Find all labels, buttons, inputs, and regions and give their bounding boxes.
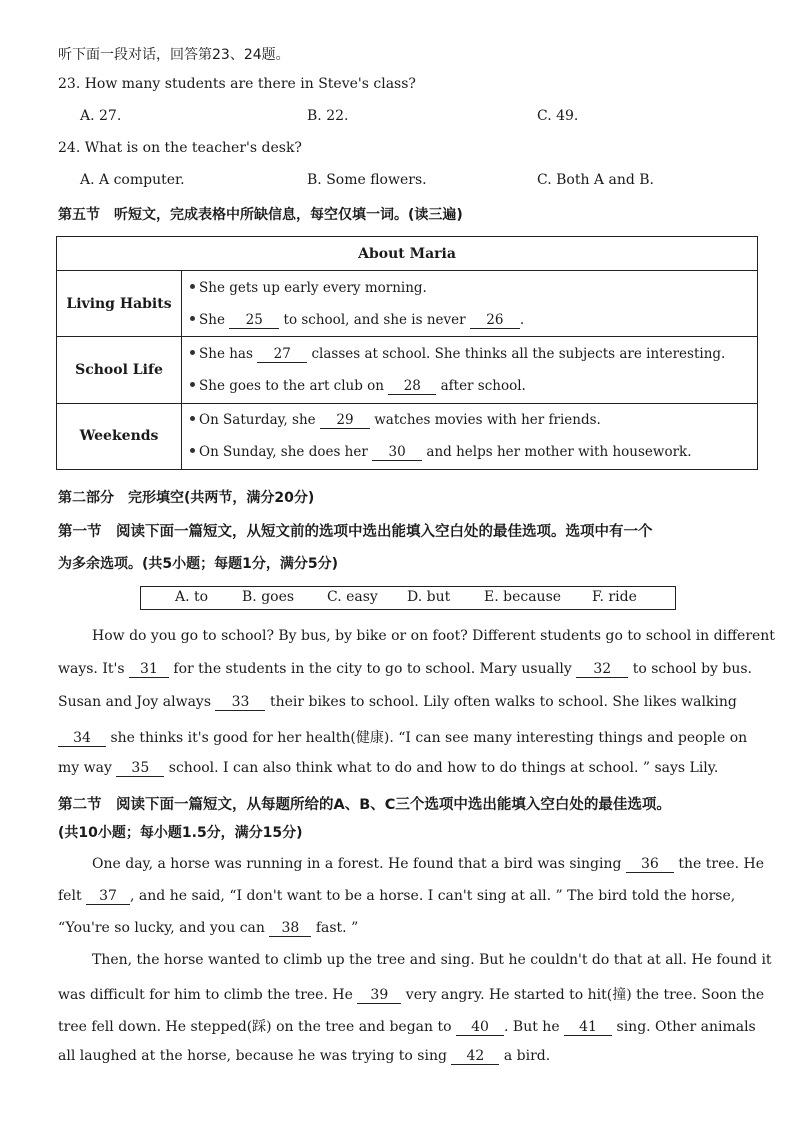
part2-title: 第二部分 完形填空(共两节，满分20分) <box>58 490 315 506</box>
passage2-line2: felt 37 , and he said, “I don't want to be a horse. I can't sing at all. ” The bird told the horse, <box>58 888 736 904</box>
bullet-icon <box>190 350 195 355</box>
intro-line: 听下面一段对话，回答第23、24题。 <box>58 47 290 63</box>
bullet-icon <box>190 284 195 289</box>
question-24: 24. What is on the teacher's desk? <box>58 140 302 156</box>
q23-option-a: A. 27. <box>80 108 122 124</box>
word-option-d: D. but <box>407 589 451 605</box>
blank-35[interactable]: 35 <box>116 761 164 777</box>
row-content-school-life: She has 27 classes at school. She thinks all the subjects are interesting. She goes to the art club on 28 after school. <box>182 337 758 403</box>
blank-31[interactable]: 31 <box>129 662 169 678</box>
word-option-a: A. to <box>175 589 209 605</box>
section2-title-line1: 第二节 阅读下面一篇短文，从每题所给的A、B、C三个选项中选出能填入空白处的最佳选项。 <box>58 797 671 813</box>
passage2-line1: One day, a horse was running in a forest. He found that a bird was singing 36 the tree. He <box>92 856 765 872</box>
word-option-f: F. ride <box>592 589 637 605</box>
row-content-weekends: On Saturday, she 29 watches movies with her friends. On Sunday, she does her 30 and helps her mother with housework. <box>182 403 758 469</box>
blank-38[interactable]: 38 <box>269 921 311 937</box>
row-label-weekends: Weekends <box>57 403 182 469</box>
blank-37[interactable]: 37 <box>86 889 130 905</box>
passage1-line3: Susan and Joy always 33 their bikes to school. Lily often walks to school. She likes walking <box>58 694 737 710</box>
q24-option-a: A. A computer. <box>80 172 185 188</box>
passage2-line5: was difficult for him to climb the tree. He 39 very angry. He started to hit(撞) the tree. Soon the <box>58 987 765 1003</box>
passage2-line3: “You're so lucky, and you can 38 fast. ” <box>58 920 359 936</box>
q24-option-c: C. Both A and B. <box>537 172 654 188</box>
row-label-school-life: School Life <box>57 337 182 403</box>
blank-34[interactable]: 34 <box>58 731 106 747</box>
q23-option-b: B. 22. <box>307 108 349 124</box>
word-options-box <box>140 586 676 610</box>
word-option-b: B. goes <box>242 589 295 605</box>
passage2-line4: Then, the horse wanted to climb up the tree and sing. But he couldn't do that at all. He found it <box>92 952 772 968</box>
blank-27[interactable]: 27 <box>257 347 307 363</box>
passage2-line6: tree fell down. He stepped(踩) on the tree and began to 40 . But he 41 sing. Other animals <box>58 1019 756 1035</box>
blank-40[interactable]: 40 <box>456 1020 504 1036</box>
passage1-line5: my way 35 school. I can also think what to do and how to do things at school. ” says Lily. <box>58 760 719 776</box>
blank-42[interactable]: 42 <box>451 1049 499 1065</box>
bullet-icon <box>190 448 195 453</box>
bullet-icon <box>190 316 195 321</box>
row-content-living-habits: She gets up early every morning. She 25 to school, and she is never 26 . <box>182 271 758 337</box>
section2-title-line2: (共10小题；每小题1.5分，满分15分) <box>58 825 303 841</box>
passage1-line1: How do you go to school? By bus, by bike or on foot? Different students go to school in different <box>92 628 775 644</box>
bullet-icon <box>190 416 195 421</box>
row-label-living-habits: Living Habits <box>57 271 182 337</box>
section1-title-line2: 为多余选项。(共5小题；每题1分，满分5分) <box>58 556 339 572</box>
blank-32[interactable]: 32 <box>576 662 628 678</box>
q23-option-c: C. 49. <box>537 108 579 124</box>
word-option-c: C. easy <box>327 589 378 605</box>
blank-33[interactable]: 33 <box>215 695 265 711</box>
bullet-icon <box>190 382 195 387</box>
blank-29[interactable]: 29 <box>320 413 370 429</box>
blank-26[interactable]: 26 <box>470 313 520 329</box>
passage1-line4: 34 she thinks it's good for her health(健康). “I can see many interesting things and people on <box>58 727 758 747</box>
blank-36[interactable]: 36 <box>626 857 674 873</box>
blank-41[interactable]: 41 <box>564 1020 612 1036</box>
blank-25[interactable]: 25 <box>229 313 279 329</box>
question-23: 23. How many students are there in Steve's class? <box>58 76 416 92</box>
blank-39[interactable]: 39 <box>357 988 401 1004</box>
blank-30[interactable]: 30 <box>372 445 422 461</box>
maria-table <box>56 236 758 470</box>
section1-title-line1: 第一节 阅读下面一篇短文，从短文前的选项中选出能填入空白处的最佳选项。选项中有一个 <box>58 524 653 540</box>
passage1-line2: ways. It's 31 for the students in the city to go to school. Mary usually 32 to school by bus. <box>58 661 753 677</box>
q24-option-b: B. Some flowers. <box>307 172 427 188</box>
passage2-line7: all laughed at the horse, because he was trying to sing 42 a bird. <box>58 1048 551 1064</box>
table-header: About Maria <box>57 237 758 271</box>
word-option-e: E. because <box>484 589 562 605</box>
section5-title: 第五节 听短文，完成表格中所缺信息，每空仅填一词。(读三遍) <box>58 207 463 223</box>
blank-28[interactable]: 28 <box>388 379 436 395</box>
